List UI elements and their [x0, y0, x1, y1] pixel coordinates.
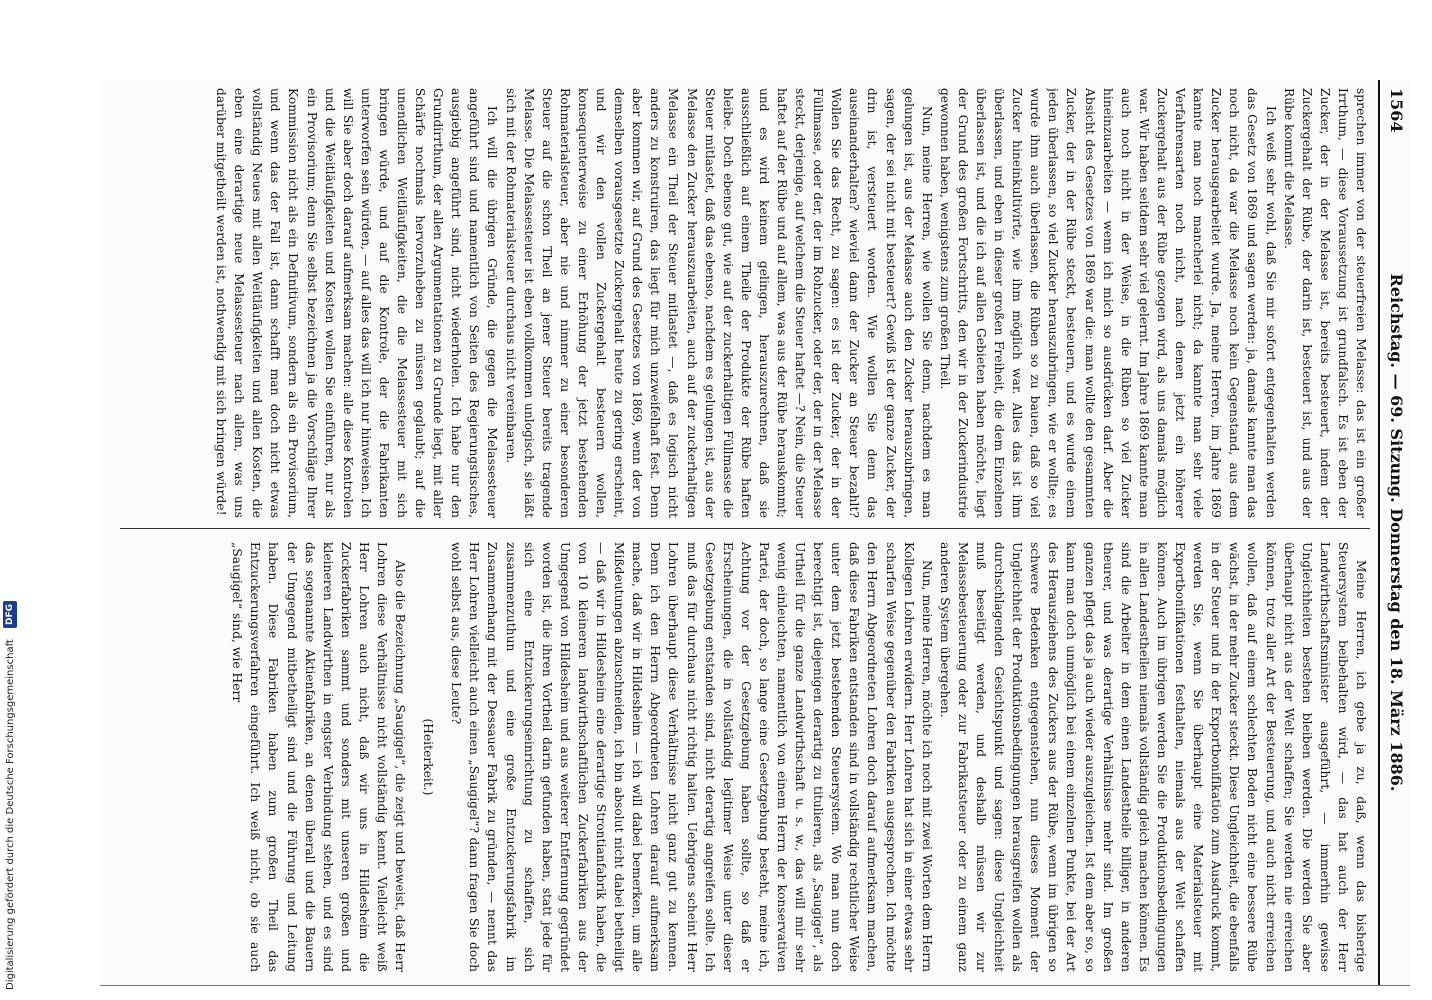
credit-text: Digitalisierung gefördert durch die Deutsche Forschungsgemeinschaft: [5, 639, 16, 990]
page-header: [1382, 80, 1410, 985]
dfg-logo: DFG: [3, 601, 17, 628]
interjection: (Heiterkeit.): [421, 718, 436, 796]
paragraph: sprechen immer von der steuerfreien Melasse: das ist ein großer Irrthum, — diese Voraussetzung ist grundfalsch. Es ist eben der Zucker, der in der Melasse ist, bereits besteuert, indem der Zuckergehalt der Rübe, der darin ist, besteuert ist, und aus der Rübe kommt die Melasse.: [1281, 88, 1368, 518]
digitization-credit: [0, 10, 22, 990]
paragraph: Meine Herren, ich gebe ja zu, daß, wenn das bisherige Steuersystem beibehalten wird, — das hat auch der Herr Landwirthschaftsminister ausgeführt, — immerhin gewisse Ungleichheiten bestehen bleiben werden. Die werden Sie aber überhaupt nicht aus der Welt schaffen; Sie werden nie erreichen können, trotz aller Art der Besteuerung, und auch nicht erreichen wollen, daß auf einem schlechten Boden nicht eine bessere Rübe wächst, in der mehr Zucker steckt. Diese Ungleichheit, die ebenfalls in der Steuer und in der Exportbonifikation zum Ausdruck kommt, werden Sie, wenn Sie überhaupt eine Materialsteuer mit Exportbonifikationen festhalten, niemals aus der Welt schaffen können. Auch im übrigen werden Sie die Produktionsbedingungen in allen Landestheilen niemals vollständig gleich machen können. Es sind die Arbeiter in dem einen Landestheile billiger, in anderen theurer, und was derartige Verhältnisse mehr sind. Im großen ganzen pflegt das ja auch wieder auszugleichen. Ist dem aber so, so kann man doch unmöglich bei einem einzelnen Punkte, bei der Art des Herausziehens des Zuckers aus der Rübe, wenn im übrigen so schwere Bedenken entgegenstehen, nun dieses Moment der Ungleichheit der Produktionsbedingungen herausgreifen wollen als durchschlagenden Gesichtspunkt und sagen: diese Ungleichheit muß beseitigt werden, und deshalb müssen wir zur Melassebesteuerung oder zur Fabrikatsteuer oder zu einem ganz anderen System übergehen.: [937, 542, 1368, 972]
right-column: [120, 542, 1370, 972]
paragraph: Also die Bezeichnung „Saugigel“, die zeigt und beweist, daß Herr Lohren diese Verhältnisse nicht vollständig kennt. Vielleicht weiß Herr Lohren auch nicht, daß wir uns in Hildesheim die Zuckerfabriken sammt und sonders mit unseren großen und kleineren Landwirthen in engster Verbindung stehen, und es sind das sogenannte Aktienfabriken, an denen überall und die Bauern der Umgegend mitbetheiligt sind und die Führung und Leitung haben. Diese Fabriken haben zum großen Theil das Entzuckerungsverfahren eingeführt. Ich weiß nicht, ob sie auch „Saugigel“ sind, wie Herr: [230, 542, 408, 972]
page-edge-rule: [100, 985, 1410, 986]
paragraph: Ich weiß sehr wohl, daß Sie mir sofort entgegenhalten werden das Gesetz von 1869 und sagen werden: ja, damals kannte man das noch nicht, da war die Melasse noch kein Gegenstand, aus dem Zucker herausgearbeitet wurde. Ja, meine Herren, im Jahre 1869 kannte man noch mancherlei nicht; da kannte man sehr viele Verfahrensarten noch nicht, nach denen jetzt ein höherer Zuckergehalt aus der Rübe gezogen wird, als uns damals möglich war. Wir haben seitdem sehr viel gelernt. Im Jahre 1869 kannte man auch noch nicht in der Weise, in die Rüben so viel Zucker hineinzuarbeiten — wenn ich mich so ausdrücken darf. Aber die Absicht des Gesetzes von 1869 war die: man wollte den gesammten Zucker, der in der Rübe steckt, besteuern, und es wurde einem jeden überlassen, so viel Zucker herauszubringen, wie er wollte; es wurde ihm auch überlassen, die Rüben so zu bauen, daß so viel Zucker hineinkultivirte, wie ihm möglich war. Alles das ist ihm überlassen, und eben in dieser großen Freiheit, die dem Einzelnen überlassen ist, und die ich auf allen Gebieten haben möchte, liegt der Grund des großen Fortschritts, den wir in der Zuckerindustrie gewonnen haben, wenigstens zum großen Theil.: [937, 88, 1278, 518]
page-number: 1564: [1387, 88, 1406, 133]
paragraph: Nun, meine Herren, möchte ich noch mit zwei Worten dem Herrn Kollegen Lohren erwidern. Herr Lohren hat sich in einer etwas sehr scharfen Weise gegenüber den Fabriken ausgesprochen. Ich möchte den Herrn Abgeordneten Lohren doch darauf aufmerksam machen, daß diese Fabriken entstanden sind in vollständig rechtlicher Weise unter dem jetzt bestehenden Steuersystem. Wo man nun doch berechtigt ist, diejenigen derartig zu titulieren, als „Saugigel“, als Urtheil für die ganze Landwirthschaft u. s. w., das will mir sehr wenig einleuchten, namentlich von einem Herrn der konservativen Partei, der doch, so lange eine Gesetzgebung besteht, meine ich, Achtung vor der Gesetzgebung haben sollte, so daß er Erscheinungen, die in vollständig legitimer Weise unter dieser Gesetzgebung entstanden sind, nicht derartig angreifen sollte. Ich muß das für durchaus nicht richtig halten. Uebrigens scheint Herr Lohren überhaupt diese Verhältnisse nicht ganz gut zu kennen. Denn ich den Herrn Abgeordneten Lohren darauf aufmerksam mache, daß wir in Hildesheim — ich will dabei bemerken, um alle Mißdeutungen abzuschneiden, ich bin absolut nicht dabei betheiligt — daß wir in Hildesheim eine derartige Strontianfabrik haben, die von 10 kleineren landwirthschaftlichen Zuckerfabriken aus der Umgegend von Hildesheim und aus weiterer Entfernung gegründet worden ist, die ihren Vortheil darin gefunden haben, statt jede für sich eine Entzuckerungseinrichtung zu schaffen, sich zusammenzuthun und eine große Entzuckerungsfabrik im Zusammenhang mit der Dessauer Fabrik zu gründen, — nennt das Herr Lohren vielleicht auch einen „Saugigel“? dann fragen Sie doch wohl selbst aus, diese Leute?: [449, 542, 934, 972]
digitization-credit-strip: [0, 10, 22, 990]
header-rule: [1378, 80, 1380, 985]
rotated-document-page: [100, 80, 1410, 985]
paragraph: Ich will die übrigen Gründe, die gegen die Melassesteuer angeführt sind und namentlich von Seiten des Regierungstisches, ausgiebig angeführt sind, nicht wiederholen. Ich habe nur den Grundirrthum, der allen Argumentationen zu Grunde liegt, mit aller Schärfe nochmals hervorzuheben zu müssen geglaubt; auf die unendlichen Weitläufigkeiten, die die Melassesteuer mit sich bringen würde, und auf die Kontrole, der die Fabrikanten unterworfen sein würden, — auf alles das will ich nur hinweisen. Ich will Sie aber doch darauf aufmerksam machen: alle diese Kontrolen und die Weitläufigkeiten und Kosten wollen Sie einführen, nur als ein Provisorium; denn Sie selbst bezeichnen ja die Vorschläge Ihrer Kommission nicht als ein Definitivum, sondern als ein Provisorium, und wenn das der Fall ist, dann schafft man doch nicht etwas vollständig Neues mit allen Weitläufigkeiten und allen Kosten, die eben eine derartige neue Melassesteuer nach allem, was uns darüber mitgetheilt werden ist, nothwendig mit sich bringen würde!: [214, 88, 500, 518]
paragraph: Nun, meine Herren, wie wollen Sie denn, nachdem es man gelungen ist, aus der Melasse auch den Zucker herauszubringen, sagen, der sei nicht mit besteuert? Gewiß ist der ganze Zucker, der drin ist, versteuert worden. Wie wollen Sie denn das auseinanderhalten? wieviel dann der Zucker an Steuer bezahlt? Wollen Sie das Recht, zu sagen: es ist der Zucker, der in der Füllmasse, oder der, der im Rohzucker, oder der, der in der Melasse steckt, derjenige, auf welchem die Steuer haftet —? Nein, die Steuer haftet auf der Rübe und auf allem, was aus der Rübe herauskommt; und es wird keinem gelingen, herauszurechnen, daß sie ausschließlich auf einem Theile der Produkte der Rübe haften bleibe. Doch ebenso gut, wie auf der zuckerhaltigen Füllmasse die Steuer mitlastet, daß das ebenso, nachdem es gelungen ist, aus der Melasse den Zucker herauszuarbeiten, auch auf der zuckerhaltigen Melasse ein Theil der Steuer mitlastet —, daß es logisch nicht anders zu konstruiren, das liegt für mich unzweifelhaft fest. Denn aber kommen wir, auf Grund des Gesetzes von 1869, wenn der von demselben vorausgesetzte Zuckergehalt heute zu gering erscheint, und wir den vollen Zuckergehalt besteuern wollen, konsequenterweise zu einer Erhöhung der jetzt bestehenden Rohmaterialsteuer, aber nie und nimmer zu einer besonderen Steuer auf die schon Theil an jener Steuer bereits tragende Melasse. Die Melassesteuer ist eben vollkommen unlogisch, sie läßt sich mit der Rohmaterialsteuer durchaus nicht vereinbaren.: [503, 88, 934, 518]
left-column: [120, 88, 1370, 518]
page-title: Reichstag. — 69. Sitzung. Donnerstag den 18. März 1886.: [1387, 273, 1406, 792]
column-divider: [120, 528, 1370, 529]
